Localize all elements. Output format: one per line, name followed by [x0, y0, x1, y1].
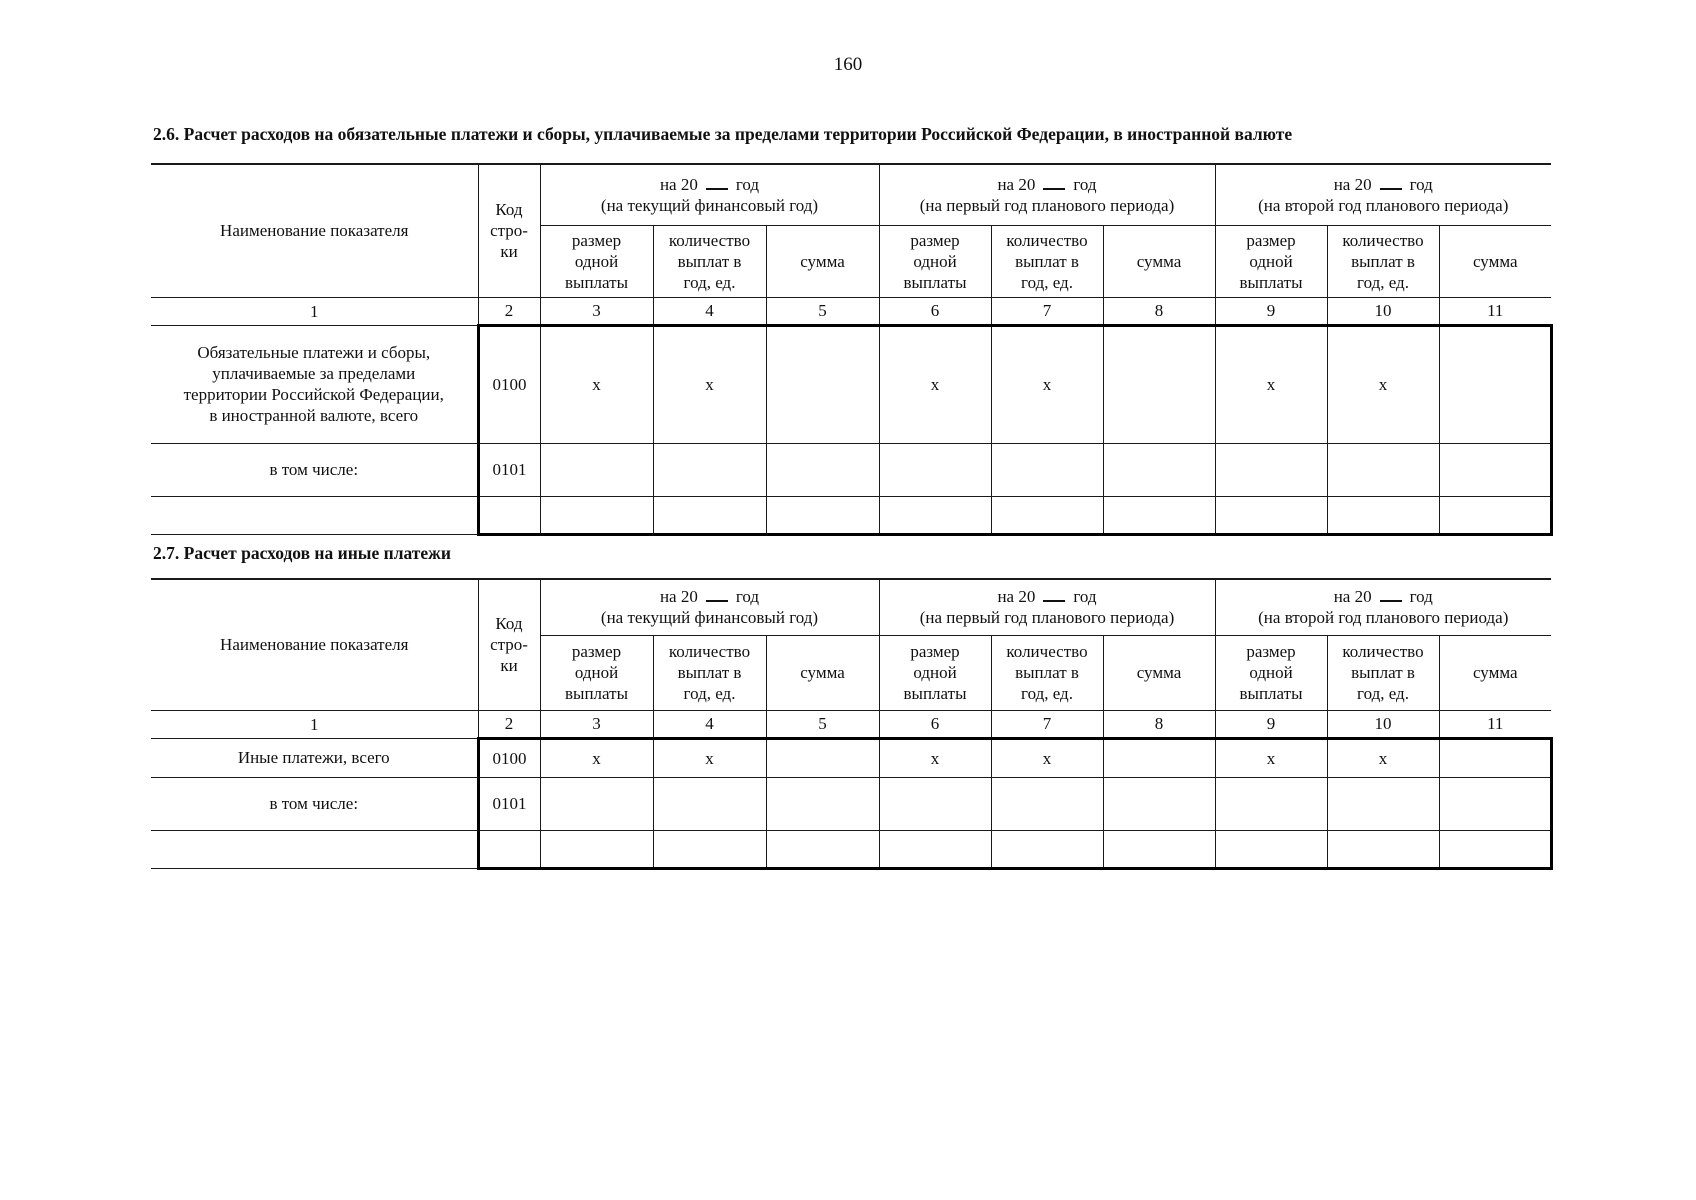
cell-input[interactable] [653, 777, 766, 830]
row-total-name: Иные платежи, всего [151, 738, 478, 777]
header-code-line: стро- [490, 635, 528, 655]
row-empty-name[interactable] [151, 496, 478, 534]
col-number: 7 [991, 710, 1103, 738]
cell-x: x [653, 325, 766, 443]
subheader-sum: сумма [1439, 635, 1551, 710]
cell-input[interactable] [766, 496, 879, 534]
cell-x: x [991, 325, 1103, 443]
year-prefix: на 20 [1333, 174, 1372, 194]
header-code-cell [478, 164, 540, 297]
col-number: 1 [151, 297, 478, 325]
period-label: (на текущий финансовый год) [600, 195, 819, 215]
col-number: 10 [1327, 710, 1439, 738]
cell-input[interactable] [653, 830, 766, 868]
cell-input[interactable] [1327, 496, 1439, 534]
year-prefix: на 20 [1333, 587, 1372, 607]
year-blank [1380, 174, 1402, 190]
col-number: 3 [540, 297, 653, 325]
subheader-count: количество выплат в год, ед. [991, 225, 1103, 297]
table-2-6 [151, 163, 1553, 536]
year-suffix: год [735, 587, 760, 607]
cell-input[interactable] [1439, 496, 1551, 534]
header-name-label: Наименование показателя [220, 635, 409, 655]
cell-input[interactable] [766, 777, 879, 830]
cell-input[interactable] [1215, 777, 1327, 830]
cell-input[interactable] [1439, 443, 1551, 496]
cell-input[interactable] [879, 496, 991, 534]
year-blank [706, 586, 728, 602]
subheader-count: количество выплат в год, ед. [1327, 635, 1439, 710]
cell-input[interactable] [1215, 496, 1327, 534]
subheader-count: количество выплат в год, ед. [991, 635, 1103, 710]
cell-input[interactable] [540, 496, 653, 534]
header-name-label: Наименование показателя [220, 221, 409, 241]
col-number: 2 [478, 297, 540, 325]
subheader-size: размер одной выплаты [879, 225, 991, 297]
year-suffix: год [735, 174, 760, 194]
section-title-2-6: 2.6. Расчет расходов на обязательные платежи и сборы, уплачиваемые за пределами территории Российской Федерации, в иностранной валюте [153, 124, 1293, 144]
row-including-code: 0101 [478, 777, 540, 830]
col-number: 10 [1327, 297, 1439, 325]
cell-input[interactable] [766, 830, 879, 868]
header-period-second-plan [1215, 164, 1551, 225]
cell-input[interactable] [540, 443, 653, 496]
cell-input[interactable] [1103, 777, 1215, 830]
cell-input[interactable] [540, 830, 653, 868]
subheader-size: размер одной выплаты [879, 635, 991, 710]
col-number: 6 [879, 297, 991, 325]
cell-x: x [540, 325, 653, 443]
header-code-line: ки [500, 656, 518, 676]
subheader-count: количество выплат в год, ед. [653, 225, 766, 297]
col-number: 5 [766, 710, 879, 738]
table-2-7 [151, 578, 1553, 870]
col-number: 9 [1215, 710, 1327, 738]
cell-x: x [540, 738, 653, 777]
col-number: 2 [478, 710, 540, 738]
cell-input[interactable] [879, 443, 991, 496]
cell-x: x [1327, 325, 1439, 443]
row-including-label: в том числе: [151, 443, 478, 496]
row-empty-name[interactable] [151, 830, 478, 868]
header-period-current [540, 164, 879, 225]
cell-input[interactable] [991, 777, 1103, 830]
cell-input[interactable] [879, 830, 991, 868]
cell-input[interactable] [1103, 496, 1215, 534]
col-number: 8 [1103, 297, 1215, 325]
header-period-current [540, 579, 879, 635]
col-number: 5 [766, 297, 879, 325]
cell-input[interactable] [766, 443, 879, 496]
cell-x: x [653, 738, 766, 777]
col-number: 8 [1103, 710, 1215, 738]
col-number: 9 [1215, 297, 1327, 325]
year-blank [1043, 586, 1065, 602]
subheader-size: размер одной выплаты [1215, 225, 1327, 297]
cell-x: x [879, 325, 991, 443]
subheader-sum: сумма [766, 635, 879, 710]
subheader-sum: сумма [1439, 225, 1551, 297]
cell-sum-input[interactable] [1439, 325, 1551, 443]
col-number: 11 [1439, 710, 1551, 738]
year-prefix: на 20 [997, 587, 1036, 607]
header-code-line: Код [495, 614, 523, 634]
cell-x: x [879, 738, 991, 777]
year-blank [1380, 586, 1402, 602]
cell-input[interactable] [653, 496, 766, 534]
cell-sum-input[interactable] [766, 738, 879, 777]
year-suffix: год [1073, 587, 1097, 607]
cell-x: x [1215, 325, 1327, 443]
year-suffix: год [1073, 174, 1097, 194]
header-period-second-plan [1215, 579, 1551, 635]
period-label: (на первый год планового периода) [919, 195, 1175, 215]
header-code-line: ки [500, 242, 518, 262]
cell-x: x [1215, 738, 1327, 777]
cell-sum-input[interactable] [1439, 738, 1551, 777]
year-suffix: год [1409, 174, 1433, 194]
cell-input[interactable] [653, 443, 766, 496]
subheader-size: размер одной выплаты [1215, 635, 1327, 710]
header-code-line: стро- [490, 221, 528, 241]
cell-input[interactable] [1439, 777, 1551, 830]
cell-input[interactable] [1103, 443, 1215, 496]
period-label: (на второй год планового периода) [1258, 195, 1509, 215]
header-period-first-plan [879, 164, 1215, 225]
col-number: 7 [991, 297, 1103, 325]
period-label: (на первый год планового периода) [919, 608, 1175, 628]
cell-input[interactable] [991, 496, 1103, 534]
cell-input[interactable] [1103, 830, 1215, 868]
col-number: 6 [879, 710, 991, 738]
subheader-sum: сумма [766, 225, 879, 297]
row-including-code: 0101 [478, 443, 540, 496]
year-suffix: год [1409, 587, 1433, 607]
cell-input[interactable] [1327, 777, 1439, 830]
cell-x: x [991, 738, 1103, 777]
row-including-label: в том числе: [151, 777, 478, 830]
header-name-cell [151, 164, 478, 297]
cell-input[interactable] [1327, 830, 1439, 868]
row-total-code: 0100 [478, 325, 540, 443]
period-label: (на текущий финансовый год) [600, 608, 819, 628]
cell-input[interactable] [1215, 443, 1327, 496]
row-total-code: 0100 [478, 738, 540, 777]
period-label: (на второй год планового периода) [1258, 608, 1509, 628]
year-blank [706, 174, 728, 190]
cell-input[interactable] [1215, 830, 1327, 868]
col-number: 4 [653, 297, 766, 325]
header-name-cell [151, 579, 478, 710]
col-number: 1 [151, 710, 478, 738]
col-number: 3 [540, 710, 653, 738]
cell-sum-input[interactable] [1103, 738, 1215, 777]
subheader-count: количество выплат в год, ед. [653, 635, 766, 710]
subheader-sum: сумма [1103, 225, 1215, 297]
subheader-sum: сумма [1103, 635, 1215, 710]
subheader-size: размер одной выплаты [540, 225, 653, 297]
cell-input[interactable] [879, 777, 991, 830]
section-title-2-7: 2.7. Расчет расходов на иные платежи [153, 543, 451, 563]
header-code-line: Код [495, 200, 523, 220]
subheader-size: размер одной выплаты [540, 635, 653, 710]
row-total-name: Обязательные платежи и сборы, уплачиваемые за пределами территории Российской Федерации, в иностранной валюте, всего [151, 325, 478, 443]
cell-sum-input[interactable] [1103, 325, 1215, 443]
cell-input[interactable] [991, 830, 1103, 868]
col-number: 11 [1439, 297, 1551, 325]
year-prefix: на 20 [659, 174, 698, 194]
year-blank [1043, 174, 1065, 190]
subheader-count: количество выплат в год, ед. [1327, 225, 1439, 297]
header-code-cell [478, 579, 540, 710]
year-prefix: на 20 [997, 174, 1036, 194]
row-empty-code[interactable] [478, 830, 540, 868]
cell-input[interactable] [1327, 443, 1439, 496]
header-period-first-plan [879, 579, 1215, 635]
cell-input[interactable] [540, 777, 653, 830]
page-number: 160 [833, 54, 863, 75]
year-prefix: на 20 [659, 587, 698, 607]
cell-input[interactable] [1439, 830, 1551, 868]
cell-sum-input[interactable] [766, 325, 879, 443]
cell-x: x [1327, 738, 1439, 777]
col-number: 4 [653, 710, 766, 738]
row-empty-code[interactable] [478, 496, 540, 534]
cell-input[interactable] [991, 443, 1103, 496]
